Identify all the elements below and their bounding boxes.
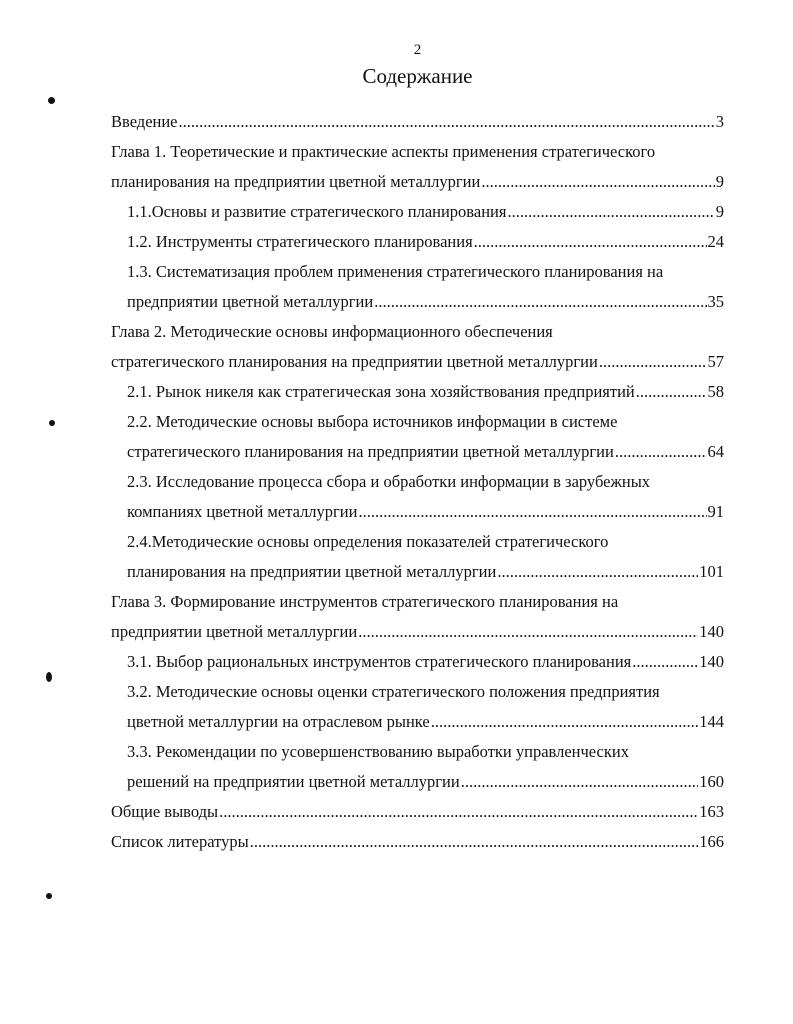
toc-entry-page: 3	[715, 112, 724, 131]
leader-dots	[219, 797, 698, 827]
toc-entry-page: 160	[699, 772, 724, 791]
toc-entry-page: 58	[707, 382, 724, 401]
toc-entry-chapter-3-cont[interactable]	[111, 617, 724, 647]
toc-entry-page: 9	[715, 202, 724, 221]
toc-entry-title: предприятии цветной металлургии	[111, 622, 358, 641]
toc-entry-page: 91	[707, 502, 724, 521]
toc-entry-2-2-cont[interactable]	[127, 437, 724, 467]
leader-dots	[358, 497, 706, 527]
toc-entry-title: Введение	[111, 112, 178, 131]
leader-dots	[474, 227, 707, 257]
leader-dots	[179, 107, 715, 137]
toc-entry-references[interactable]	[111, 827, 724, 857]
toc-entry-3-2[interactable]	[127, 677, 724, 707]
toc-entry-2-4[interactable]	[127, 527, 724, 557]
page-number: 2	[413, 42, 422, 58]
binding-hole-mark	[46, 672, 52, 682]
toc-entry-title: 2.1. Рынок никеля как стратегическая зона хозяйствования предприятий	[127, 382, 635, 401]
toc-entry-3-3[interactable]	[127, 737, 724, 767]
toc-entry-title: Глава 2. Методические основы информационного обеспечения	[111, 322, 553, 341]
toc-entry-title: 3.3. Рекомендации по усовершенствованию выработки управленческих	[127, 742, 629, 761]
leader-dots	[358, 617, 698, 647]
leader-dots	[374, 287, 706, 317]
toc-entry-title: стратегического планирования на предприятии цветной металлургии	[127, 442, 614, 461]
toc-entry-introduction[interactable]	[111, 107, 724, 137]
toc-entry-2-3-cont[interactable]	[127, 497, 724, 527]
toc-entry-1-3[interactable]	[127, 257, 724, 287]
toc-entry-3-3-cont[interactable]	[127, 767, 724, 797]
leader-dots	[632, 647, 698, 677]
toc-entry-title: Общие выводы	[111, 802, 219, 821]
toc-entry-page: 140	[699, 652, 724, 671]
leader-dots	[461, 767, 699, 797]
binding-hole-mark	[46, 893, 52, 899]
toc-entry-title: 1.2. Инструменты стратегического планирования	[127, 232, 473, 251]
toc-entry-title: 2.4.Методические основы определения показателей стратегического	[127, 532, 609, 551]
toc-entry-chapter-2[interactable]	[111, 317, 724, 347]
leader-dots	[636, 377, 707, 407]
leader-dots	[431, 707, 699, 737]
toc-entry-page: 9	[715, 172, 724, 191]
page-title: Содержание	[362, 64, 473, 88]
toc-entry-title: 3.1. Выбор рациональных инструментов стратегического планирования	[127, 652, 632, 671]
toc-entry-2-3[interactable]	[127, 467, 724, 497]
toc-entry-title: планирования на предприятии цветной металлургии	[111, 172, 481, 191]
toc-entry-title: 1.3. Систематизация проблем применения стратегического планирования на	[127, 262, 664, 281]
toc-entry-title: планирования на предприятии цветной металлургии	[127, 562, 497, 581]
toc-entry-page: 35	[707, 292, 724, 311]
toc-entry-chapter-1-cont[interactable]	[111, 167, 724, 197]
leader-dots	[250, 827, 699, 857]
toc-entry-title: цветной металлургии на отраслевом рынке	[127, 712, 430, 731]
toc-entry-1-2[interactable]	[127, 227, 724, 257]
binding-hole-mark	[48, 97, 55, 104]
toc-entry-title: 2.2. Методические основы выбора источников информации в системе	[127, 412, 618, 431]
toc-entry-3-1[interactable]	[127, 647, 724, 677]
leader-dots	[507, 197, 714, 227]
toc-entry-title: решений на предприятии цветной металлургии	[127, 772, 460, 791]
toc-entry-2-4-cont[interactable]	[127, 557, 724, 587]
leader-dots	[615, 437, 707, 467]
toc-entry-chapter-3[interactable]	[111, 587, 724, 617]
leader-dots	[497, 557, 698, 587]
toc-entry-title: Глава 3. Формирование инструментов стратегического планирования на	[111, 592, 619, 611]
toc-entry-1-3-cont[interactable]	[127, 287, 724, 317]
toc-entry-page: 24	[707, 232, 724, 251]
binding-hole-mark	[49, 420, 55, 426]
toc-entry-title: 2.3. Исследование процесса сбора и обработки информации в зарубежных	[127, 472, 651, 491]
toc-entry-title: предприятии цветной металлургии	[127, 292, 374, 311]
toc-entry-page: 144	[699, 712, 724, 731]
toc-entry-title: компаниях цветной металлургии	[127, 502, 358, 521]
toc-entry-title: 3.2. Методические основы оценки стратегического положения предприятия	[127, 682, 660, 701]
toc-entry-page: 57	[707, 352, 724, 371]
toc-entry-chapter-1[interactable]	[111, 137, 724, 167]
toc-entry-3-2-cont[interactable]	[127, 707, 724, 737]
toc-entry-page: 166	[699, 832, 724, 851]
toc-entry-page: 64	[707, 442, 724, 461]
leader-dots	[599, 347, 707, 377]
toc-entry-title: Глава 1. Теоретические и практические аспекты применения стратегического	[111, 142, 656, 161]
toc-entry-2-1[interactable]	[127, 377, 724, 407]
leader-dots	[481, 167, 714, 197]
toc-entry-1-1[interactable]	[127, 197, 724, 227]
toc-entry-chapter-2-cont[interactable]	[111, 347, 724, 377]
toc-entry-page: 101	[699, 562, 724, 581]
toc-entry-page: 140	[699, 622, 724, 641]
toc-entry-title: стратегического планирования на предприятии цветной металлургии	[111, 352, 598, 371]
toc-entry-page: 163	[699, 802, 724, 821]
toc-entry-title: Список литературы	[111, 832, 249, 851]
toc-entry-2-2[interactable]	[127, 407, 724, 437]
toc-entry-conclusions[interactable]	[111, 797, 724, 827]
toc-entry-title: 1.1.Основы и развитие стратегического планирования	[127, 202, 507, 221]
